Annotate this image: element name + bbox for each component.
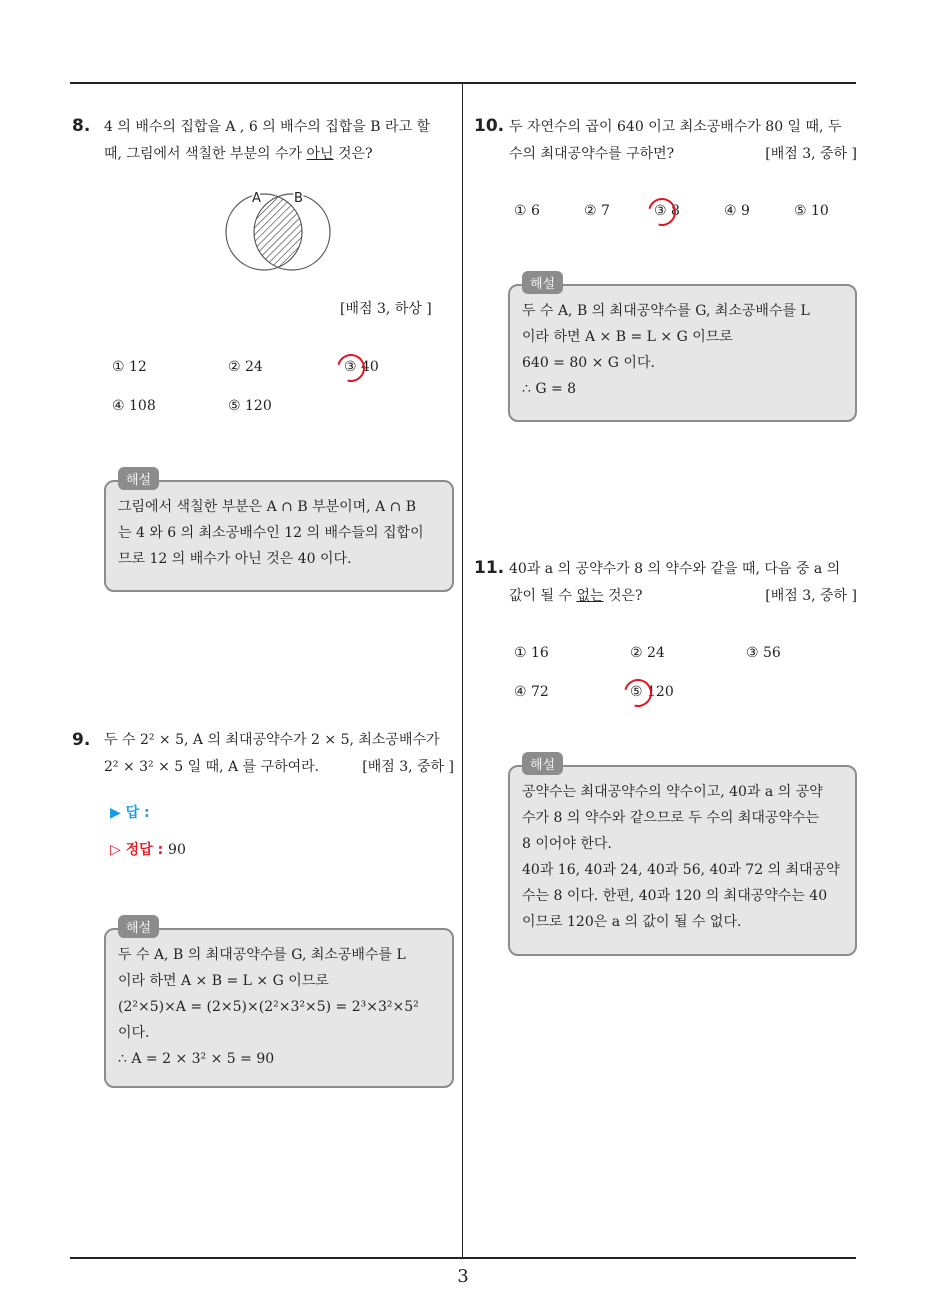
q9-answer-label: ▶ 답 : (110, 805, 150, 821)
q11-line2: 값이 될 수 없는 것은? [배점 3, 중하 ] (509, 583, 857, 610)
q10-text (509, 114, 857, 168)
q9-line1: 두 수 2² × 5, A 의 최대공약수가 2 × 5, 최소공배수가 (104, 732, 440, 748)
q8-solution-tag: 해설 (118, 467, 159, 490)
q8-choice-3[interactable]: ③ 40 (344, 359, 379, 375)
q8-choice-2[interactable]: ② 24 (228, 359, 263, 375)
q11-number: 11. (474, 558, 505, 578)
q8-solution-box (104, 480, 454, 592)
top-rule (70, 82, 856, 84)
q11-sol-line: 수는 8 이다. 한편, 40과 120 의 최대공약수는 40 (522, 888, 828, 904)
q8-number: 8. (72, 116, 91, 136)
q9-correct-answer: ▷ 정답 : 90 (110, 842, 186, 858)
q10-solution-tag: 해설 (522, 271, 563, 294)
q8-choice-1[interactable]: ① 12 (112, 359, 147, 375)
q10-choice-1[interactable]: ① 6 (514, 203, 540, 219)
q10-line1: 두 자연수의 곱이 640 이고 최소공배수가 80 일 때, 두 (509, 119, 842, 135)
bottom-rule (70, 1257, 856, 1259)
column-divider (462, 84, 463, 1257)
q8-sol-line: 므로 12 의 배수가 아닌 것은 40 이다. (118, 551, 352, 567)
q9-correct-value: 90 (168, 842, 186, 858)
q9-number: 9. (72, 730, 91, 750)
q10-choice-5[interactable]: ⑤ 10 (794, 203, 829, 219)
venn-label-a: A (252, 191, 261, 206)
q11-choice-3[interactable]: ③ 56 (746, 645, 781, 661)
q11-line1: 40과 a 의 공약수가 8 의 약수와 같을 때, 다음 중 a 의 (509, 561, 841, 577)
q8-answer-circle-mark (332, 349, 370, 387)
q11-solution-box (508, 765, 857, 956)
venn-label-b: B (294, 191, 303, 206)
q10-sol-line: 이라 하면 A × B = L × G 이므로 (522, 329, 733, 345)
q8-underlined-word: 아닌 (306, 146, 334, 162)
q8-choice-5[interactable]: ⑤ 120 (228, 398, 272, 414)
q10-sol-line: 두 수 A, B 의 최대공약수를 G, 최소공배수를 L (522, 303, 810, 319)
q10-choice-4[interactable]: ④ 9 (724, 203, 750, 219)
q11-sol-line: 수가 8 의 약수와 같으므로 두 수의 최대공약수는 (522, 810, 820, 826)
q10-solution-box (508, 284, 857, 422)
q11-underlined-word: 없는 (576, 588, 604, 604)
q10-score: [배점 3, 중하 ] (765, 146, 857, 162)
q11-answer-circle-mark (619, 674, 657, 712)
q9-sol-line: 이다. (118, 1025, 150, 1041)
q8-score: [배점 3, 하상 ] (340, 301, 432, 317)
q11-choice-5[interactable]: ⑤ 120 (630, 684, 674, 700)
q9-sol-line: (2²×5)×A = (2×5)×(2²×3²×5) = 2³×3²×5² (118, 999, 419, 1015)
q9-score: [배점 3, 중하 ] (362, 759, 454, 775)
q11-score: [배점 3, 중하 ] (765, 588, 857, 604)
q9-line2: 2² × 3² × 5 일 때, A 를 구하여라. [배점 3, 중하 ] (104, 754, 454, 781)
q10-answer-circle-mark (643, 193, 681, 231)
q11-solution-tag: 해설 (522, 752, 563, 775)
q10-choice-3[interactable]: ③ 8 (654, 203, 680, 219)
q11-choice-2[interactable]: ② 24 (630, 645, 665, 661)
q9-sol-line: 두 수 A, B 의 최대공약수를 G, 최소공배수를 L (118, 947, 406, 963)
q11-sol-line: 공약수는 최대공약수의 약수이고, 40과 a 의 공약 (522, 784, 823, 800)
venn-diagram (218, 186, 338, 274)
q8-line2: 때, 그림에서 색칠한 부분의 수가 아닌 것은? (104, 146, 373, 162)
q8-sol-line: 는 4 와 6 의 최소공배수인 12 의 배수들의 집합이 (118, 525, 424, 541)
q11-text (509, 556, 857, 610)
q11-sol-line: 40과 16, 40과 24, 40과 56, 40과 72 의 최대공약 (522, 862, 840, 878)
q9-solution-box (104, 928, 454, 1088)
q8-line1: 4 의 배수의 집합을 A , 6 의 배수의 집합을 B 라고 할 (104, 119, 430, 135)
q10-sol-line: ∴ G = 8 (522, 381, 577, 397)
q9-text (104, 727, 454, 781)
q10-line2: 수의 최대공약수를 구하면? [배점 3, 중하 ] (509, 141, 857, 168)
q11-sol-line: 8 이어야 한다. (522, 836, 612, 852)
q11-choice-1[interactable]: ① 16 (514, 645, 549, 661)
q9-solution-tag: 해설 (118, 915, 159, 938)
q10-number: 10. (474, 116, 505, 136)
q8-choice-4[interactable]: ④ 108 (112, 398, 156, 414)
q10-choice-2[interactable]: ② 7 (584, 203, 610, 219)
q8-text (104, 114, 454, 168)
q8-sol-line: 그림에서 색칠한 부분은 A ∩ B 부분이며, A ∩ B (118, 499, 417, 515)
q10-sol-line: 640 = 80 × G 이다. (522, 355, 655, 371)
q9-sol-line: 이라 하면 A × B = L × G 이므로 (118, 973, 329, 989)
page-number: 3 (457, 1266, 469, 1287)
q11-sol-line: 이므로 120은 a 의 값이 될 수 없다. (522, 914, 742, 930)
q11-choice-4[interactable]: ④ 72 (514, 684, 549, 700)
q9-sol-line: ∴ A = 2 × 3² × 5 = 90 (118, 1051, 275, 1067)
